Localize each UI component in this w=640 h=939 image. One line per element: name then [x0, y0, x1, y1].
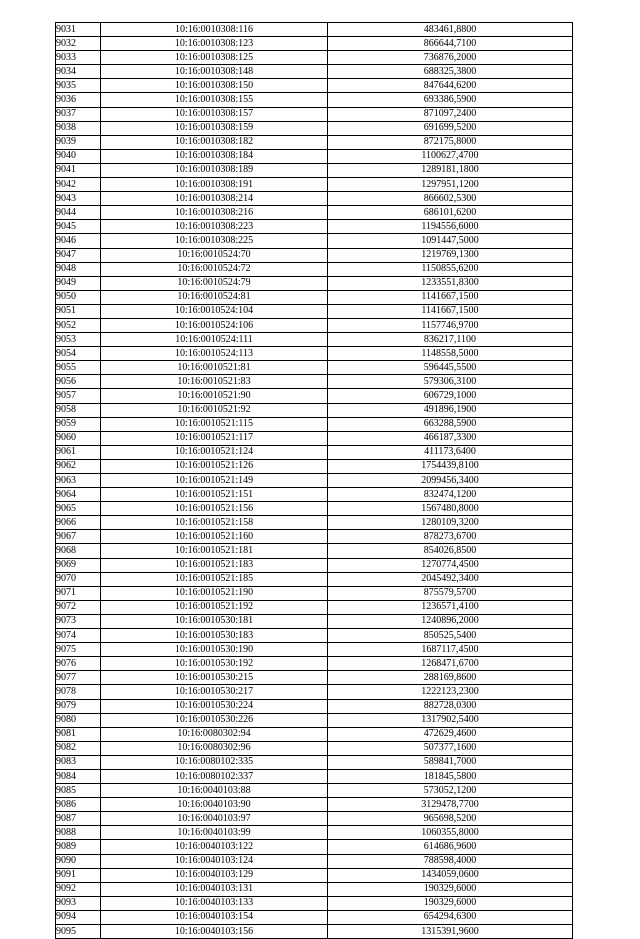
row-number-cell: 9088 [56, 826, 101, 840]
row-number-cell: 9055 [56, 361, 101, 375]
cadastral-number-cell: 10:16:0010521:192 [101, 600, 328, 614]
table-row [56, 558, 573, 572]
cadastral-number-cell: 10:16:0010521:156 [101, 502, 328, 516]
cadastral-number-cell: 10:16:0010308:116 [101, 23, 328, 37]
row-number-cell: 9070 [56, 572, 101, 586]
value-cell: 1754439,8100 [328, 459, 573, 473]
value-cell: 866602,5300 [328, 192, 573, 206]
row-number-cell: 9045 [56, 220, 101, 234]
value-cell: 1194556,6000 [328, 220, 573, 234]
table-row [56, 572, 573, 586]
row-number-cell: 9039 [56, 135, 101, 149]
value-cell: 1222123,2300 [328, 685, 573, 699]
value-cell: 1268471,6700 [328, 657, 573, 671]
value-cell: 788598,4000 [328, 854, 573, 868]
cadastral-number-cell: 10:16:0010308:182 [101, 135, 328, 149]
row-number-cell: 9040 [56, 149, 101, 163]
table-row [56, 812, 573, 826]
value-cell: 1060355,8000 [328, 826, 573, 840]
cadastral-number-cell: 10:16:0040103:131 [101, 882, 328, 896]
cadastral-number-cell: 10:16:0010521:83 [101, 375, 328, 389]
table-row [56, 868, 573, 882]
value-cell: 491896,1900 [328, 403, 573, 417]
table-row [56, 37, 573, 51]
row-number-cell: 9072 [56, 600, 101, 614]
row-number-cell: 9093 [56, 896, 101, 910]
table-row [56, 643, 573, 657]
cadastral-number-cell: 10:16:0010524:113 [101, 347, 328, 361]
row-number-cell: 9087 [56, 812, 101, 826]
row-number-cell: 9050 [56, 290, 101, 304]
cadastral-number-cell: 10:16:0010308:125 [101, 51, 328, 65]
table-row [56, 925, 573, 939]
table-row [56, 544, 573, 558]
cadastral-number-cell: 10:16:0010524:111 [101, 333, 328, 347]
value-cell: 483461,8800 [328, 23, 573, 37]
row-number-cell: 9059 [56, 417, 101, 431]
cadastral-number-cell: 10:16:0010308:214 [101, 192, 328, 206]
row-number-cell: 9033 [56, 51, 101, 65]
table-row [56, 51, 573, 65]
value-cell: 507377,1600 [328, 741, 573, 755]
table-row [56, 600, 573, 614]
row-number-cell: 9057 [56, 389, 101, 403]
row-number-cell: 9078 [56, 685, 101, 699]
table-row [56, 220, 573, 234]
value-cell: 965698,5200 [328, 812, 573, 826]
cadastral-number-cell: 10:16:0040103:97 [101, 812, 328, 826]
value-cell: 1240896,2000 [328, 614, 573, 628]
value-cell: 686101,6200 [328, 206, 573, 220]
row-number-cell: 9056 [56, 375, 101, 389]
value-cell: 1567480,8000 [328, 502, 573, 516]
cadastral-number-cell: 10:16:0010524:79 [101, 276, 328, 290]
value-cell: 872175,8000 [328, 135, 573, 149]
row-number-cell: 9032 [56, 37, 101, 51]
table-row [56, 347, 573, 361]
cadastral-number-cell: 10:16:0040103:129 [101, 868, 328, 882]
cadastral-number-cell: 10:16:0010308:157 [101, 107, 328, 121]
table-row [56, 784, 573, 798]
value-cell: 1236571,4100 [328, 600, 573, 614]
table-row [56, 502, 573, 516]
cadastral-number-cell: 10:16:0010530:215 [101, 671, 328, 685]
cadastral-number-cell: 10:16:0080302:96 [101, 741, 328, 755]
cadastral-number-cell: 10:16:0080302:94 [101, 727, 328, 741]
value-cell: 573052,1200 [328, 784, 573, 798]
value-cell: 866644,7100 [328, 37, 573, 51]
row-number-cell: 9049 [56, 276, 101, 290]
table-row [56, 361, 573, 375]
row-number-cell: 9042 [56, 178, 101, 192]
table-row [56, 276, 573, 290]
cadastral-number-cell: 10:16:0010308:150 [101, 79, 328, 93]
row-number-cell: 9061 [56, 445, 101, 459]
value-cell: 1270774,4500 [328, 558, 573, 572]
row-number-cell: 9092 [56, 882, 101, 896]
cadastral-number-cell: 10:16:0010521:183 [101, 558, 328, 572]
table-row [56, 516, 573, 530]
table-row [56, 896, 573, 910]
value-cell: 614686,9600 [328, 840, 573, 854]
value-cell: 1687117,4500 [328, 643, 573, 657]
value-cell: 875579,5700 [328, 586, 573, 600]
table-row [56, 769, 573, 783]
table-row [56, 713, 573, 727]
table-row [56, 248, 573, 262]
value-cell: 836217,1100 [328, 333, 573, 347]
row-number-cell: 9041 [56, 163, 101, 177]
row-number-cell: 9043 [56, 192, 101, 206]
table-row [56, 79, 573, 93]
row-number-cell: 9065 [56, 502, 101, 516]
table-row [56, 304, 573, 318]
cadastral-number-cell: 10:16:0010521:124 [101, 445, 328, 459]
row-number-cell: 9048 [56, 262, 101, 276]
row-number-cell: 9044 [56, 206, 101, 220]
cadastral-number-cell: 10:16:0040103:122 [101, 840, 328, 854]
row-number-cell: 9035 [56, 79, 101, 93]
table-body [56, 23, 573, 939]
value-cell: 654294,6300 [328, 910, 573, 924]
value-cell: 190329,6000 [328, 896, 573, 910]
table-row [56, 290, 573, 304]
cadastral-number-cell: 10:16:0010521:181 [101, 544, 328, 558]
table-row [56, 910, 573, 924]
row-number-cell: 9037 [56, 107, 101, 121]
value-cell: 663288,5900 [328, 417, 573, 431]
table-row [56, 755, 573, 769]
value-cell: 1148558,5000 [328, 347, 573, 361]
cadastral-number-cell: 10:16:0040103:124 [101, 854, 328, 868]
value-cell: 1315391,9600 [328, 925, 573, 939]
value-cell: 190329,6000 [328, 882, 573, 896]
row-number-cell: 9075 [56, 643, 101, 657]
cadastral-number-cell: 10:16:0010308:225 [101, 234, 328, 248]
cadastral-number-cell: 10:16:0010521:160 [101, 530, 328, 544]
row-number-cell: 9073 [56, 614, 101, 628]
value-cell: 589841,7000 [328, 755, 573, 769]
value-cell: 1233551,8300 [328, 276, 573, 290]
row-number-cell: 9062 [56, 459, 101, 473]
value-cell: 1219769,1300 [328, 248, 573, 262]
table-row [56, 826, 573, 840]
row-number-cell: 9038 [56, 121, 101, 135]
cadastral-number-cell: 10:16:0010521:81 [101, 361, 328, 375]
value-cell: 847644,6200 [328, 79, 573, 93]
cadastral-number-cell: 10:16:0010524:70 [101, 248, 328, 262]
table-row [56, 882, 573, 896]
value-cell: 854026,8500 [328, 544, 573, 558]
row-number-cell: 9068 [56, 544, 101, 558]
row-number-cell: 9082 [56, 741, 101, 755]
row-number-cell: 9085 [56, 784, 101, 798]
table-row [56, 135, 573, 149]
row-number-cell: 9052 [56, 318, 101, 332]
value-cell: 736876,2000 [328, 51, 573, 65]
data-table [55, 22, 573, 939]
row-number-cell: 9094 [56, 910, 101, 924]
value-cell: 1150855,6200 [328, 262, 573, 276]
cadastral-number-cell: 10:16:0010530:226 [101, 713, 328, 727]
cadastral-number-cell: 10:16:0010308:223 [101, 220, 328, 234]
table-row [56, 333, 573, 347]
cadastral-number-cell: 10:16:0010521:149 [101, 474, 328, 488]
table-row [56, 163, 573, 177]
table-row [56, 854, 573, 868]
row-number-cell: 9054 [56, 347, 101, 361]
table-row [56, 375, 573, 389]
table-row [56, 798, 573, 812]
cadastral-number-cell: 10:16:0080102:337 [101, 769, 328, 783]
value-cell: 1157746,9700 [328, 318, 573, 332]
table-row [56, 431, 573, 445]
value-cell: 1317902,5400 [328, 713, 573, 727]
value-cell: 579306,3100 [328, 375, 573, 389]
value-cell: 3129478,7700 [328, 798, 573, 812]
cadastral-number-cell: 10:16:0040103:90 [101, 798, 328, 812]
cadastral-number-cell: 10:16:0010308:184 [101, 149, 328, 163]
table-row [56, 93, 573, 107]
cadastral-number-cell: 10:16:0010521:158 [101, 516, 328, 530]
table-row [56, 262, 573, 276]
table-row [56, 727, 573, 741]
value-cell: 1091447,5000 [328, 234, 573, 248]
value-cell: 288169,8600 [328, 671, 573, 685]
row-number-cell: 9046 [56, 234, 101, 248]
cadastral-number-cell: 10:16:0040103:99 [101, 826, 328, 840]
value-cell: 2099456,3400 [328, 474, 573, 488]
value-cell: 596445,5500 [328, 361, 573, 375]
cadastral-number-cell: 10:16:0010521:115 [101, 417, 328, 431]
table-row [56, 488, 573, 502]
value-cell: 1289181,1800 [328, 163, 573, 177]
value-cell: 1141667,1500 [328, 290, 573, 304]
cadastral-number-cell: 10:16:0010308:148 [101, 65, 328, 79]
table-row [56, 530, 573, 544]
cadastral-number-cell: 10:16:0010530:192 [101, 657, 328, 671]
row-number-cell: 9074 [56, 629, 101, 643]
row-number-cell: 9076 [56, 657, 101, 671]
cadastral-number-cell: 10:16:0010521:117 [101, 431, 328, 445]
row-number-cell: 9051 [56, 304, 101, 318]
cadastral-number-cell: 10:16:0010530:224 [101, 699, 328, 713]
cadastral-number-cell: 10:16:0010524:104 [101, 304, 328, 318]
table-row [56, 389, 573, 403]
table-row [56, 121, 573, 135]
value-cell: 181845,5800 [328, 769, 573, 783]
table-row [56, 65, 573, 79]
row-number-cell: 9069 [56, 558, 101, 572]
row-number-cell: 9053 [56, 333, 101, 347]
value-cell: 1100627,4700 [328, 149, 573, 163]
value-cell: 832474,1200 [328, 488, 573, 502]
table-row [56, 840, 573, 854]
table-row [56, 149, 573, 163]
row-number-cell: 9081 [56, 727, 101, 741]
table-row [56, 417, 573, 431]
table-row [56, 445, 573, 459]
table-row [56, 107, 573, 121]
value-cell: 466187,3300 [328, 431, 573, 445]
table-row [56, 685, 573, 699]
table-row [56, 192, 573, 206]
value-cell: 1141667,1500 [328, 304, 573, 318]
cadastral-number-cell: 10:16:0010308:189 [101, 163, 328, 177]
value-cell: 472629,4600 [328, 727, 573, 741]
row-number-cell: 9066 [56, 516, 101, 530]
value-cell: 878273,6700 [328, 530, 573, 544]
table-row [56, 657, 573, 671]
row-number-cell: 9036 [56, 93, 101, 107]
cadastral-number-cell: 10:16:0010308:159 [101, 121, 328, 135]
cadastral-number-cell: 10:16:0010530:217 [101, 685, 328, 699]
cadastral-number-cell: 10:16:0010521:92 [101, 403, 328, 417]
cadastral-number-cell: 10:16:0040103:156 [101, 925, 328, 939]
cadastral-number-cell: 10:16:0010530:183 [101, 629, 328, 643]
cadastral-number-cell: 10:16:0040103:133 [101, 896, 328, 910]
value-cell: 882728,0300 [328, 699, 573, 713]
table-row [56, 614, 573, 628]
cadastral-number-cell: 10:16:0010530:190 [101, 643, 328, 657]
row-number-cell: 9064 [56, 488, 101, 502]
row-number-cell: 9091 [56, 868, 101, 882]
table-row [56, 699, 573, 713]
cadastral-number-cell: 10:16:0010308:191 [101, 178, 328, 192]
row-number-cell: 9080 [56, 713, 101, 727]
value-cell: 850525,5400 [328, 629, 573, 643]
row-number-cell: 9084 [56, 769, 101, 783]
table-row [56, 671, 573, 685]
value-cell: 693386,5900 [328, 93, 573, 107]
row-number-cell: 9089 [56, 840, 101, 854]
cadastral-number-cell: 10:16:0010521:151 [101, 488, 328, 502]
row-number-cell: 9058 [56, 403, 101, 417]
row-number-cell: 9031 [56, 23, 101, 37]
cadastral-number-cell: 10:16:0010521:190 [101, 586, 328, 600]
cadastral-number-cell: 10:16:0010308:123 [101, 37, 328, 51]
cadastral-number-cell: 10:16:0040103:154 [101, 910, 328, 924]
table-row [56, 741, 573, 755]
value-cell: 688325,3800 [328, 65, 573, 79]
value-cell: 2045492,3400 [328, 572, 573, 586]
cadastral-number-cell: 10:16:0080102:335 [101, 755, 328, 769]
cadastral-number-cell: 10:16:0010308:216 [101, 206, 328, 220]
cadastral-number-cell: 10:16:0010521:90 [101, 389, 328, 403]
row-number-cell: 9095 [56, 925, 101, 939]
cadastral-number-cell: 10:16:0010530:181 [101, 614, 328, 628]
cadastral-number-cell: 10:16:0010524:72 [101, 262, 328, 276]
cadastral-number-cell: 10:16:0010308:155 [101, 93, 328, 107]
table-row [56, 234, 573, 248]
table-row [56, 178, 573, 192]
row-number-cell: 9034 [56, 65, 101, 79]
table-row [56, 23, 573, 37]
table-row [56, 474, 573, 488]
table-row [56, 318, 573, 332]
row-number-cell: 9079 [56, 699, 101, 713]
cadastral-number-cell: 10:16:0010521:126 [101, 459, 328, 473]
row-number-cell: 9086 [56, 798, 101, 812]
table-row [56, 403, 573, 417]
value-cell: 606729,1000 [328, 389, 573, 403]
value-cell: 691699,5200 [328, 121, 573, 135]
row-number-cell: 9090 [56, 854, 101, 868]
table-row [56, 586, 573, 600]
value-cell: 871097,2400 [328, 107, 573, 121]
cadastral-number-cell: 10:16:0040103:88 [101, 784, 328, 798]
value-cell: 1434059,0600 [328, 868, 573, 882]
row-number-cell: 9071 [56, 586, 101, 600]
cadastral-number-cell: 10:16:0010524:106 [101, 318, 328, 332]
value-cell: 411173,6400 [328, 445, 573, 459]
row-number-cell: 9063 [56, 474, 101, 488]
table-row [56, 629, 573, 643]
cadastral-number-cell: 10:16:0010524:81 [101, 290, 328, 304]
row-number-cell: 9067 [56, 530, 101, 544]
row-number-cell: 9077 [56, 671, 101, 685]
table-row [56, 459, 573, 473]
cadastral-number-cell: 10:16:0010521:185 [101, 572, 328, 586]
row-number-cell: 9083 [56, 755, 101, 769]
row-number-cell: 9060 [56, 431, 101, 445]
row-number-cell: 9047 [56, 248, 101, 262]
value-cell: 1280109,3200 [328, 516, 573, 530]
table-row [56, 206, 573, 220]
value-cell: 1297951,1200 [328, 178, 573, 192]
